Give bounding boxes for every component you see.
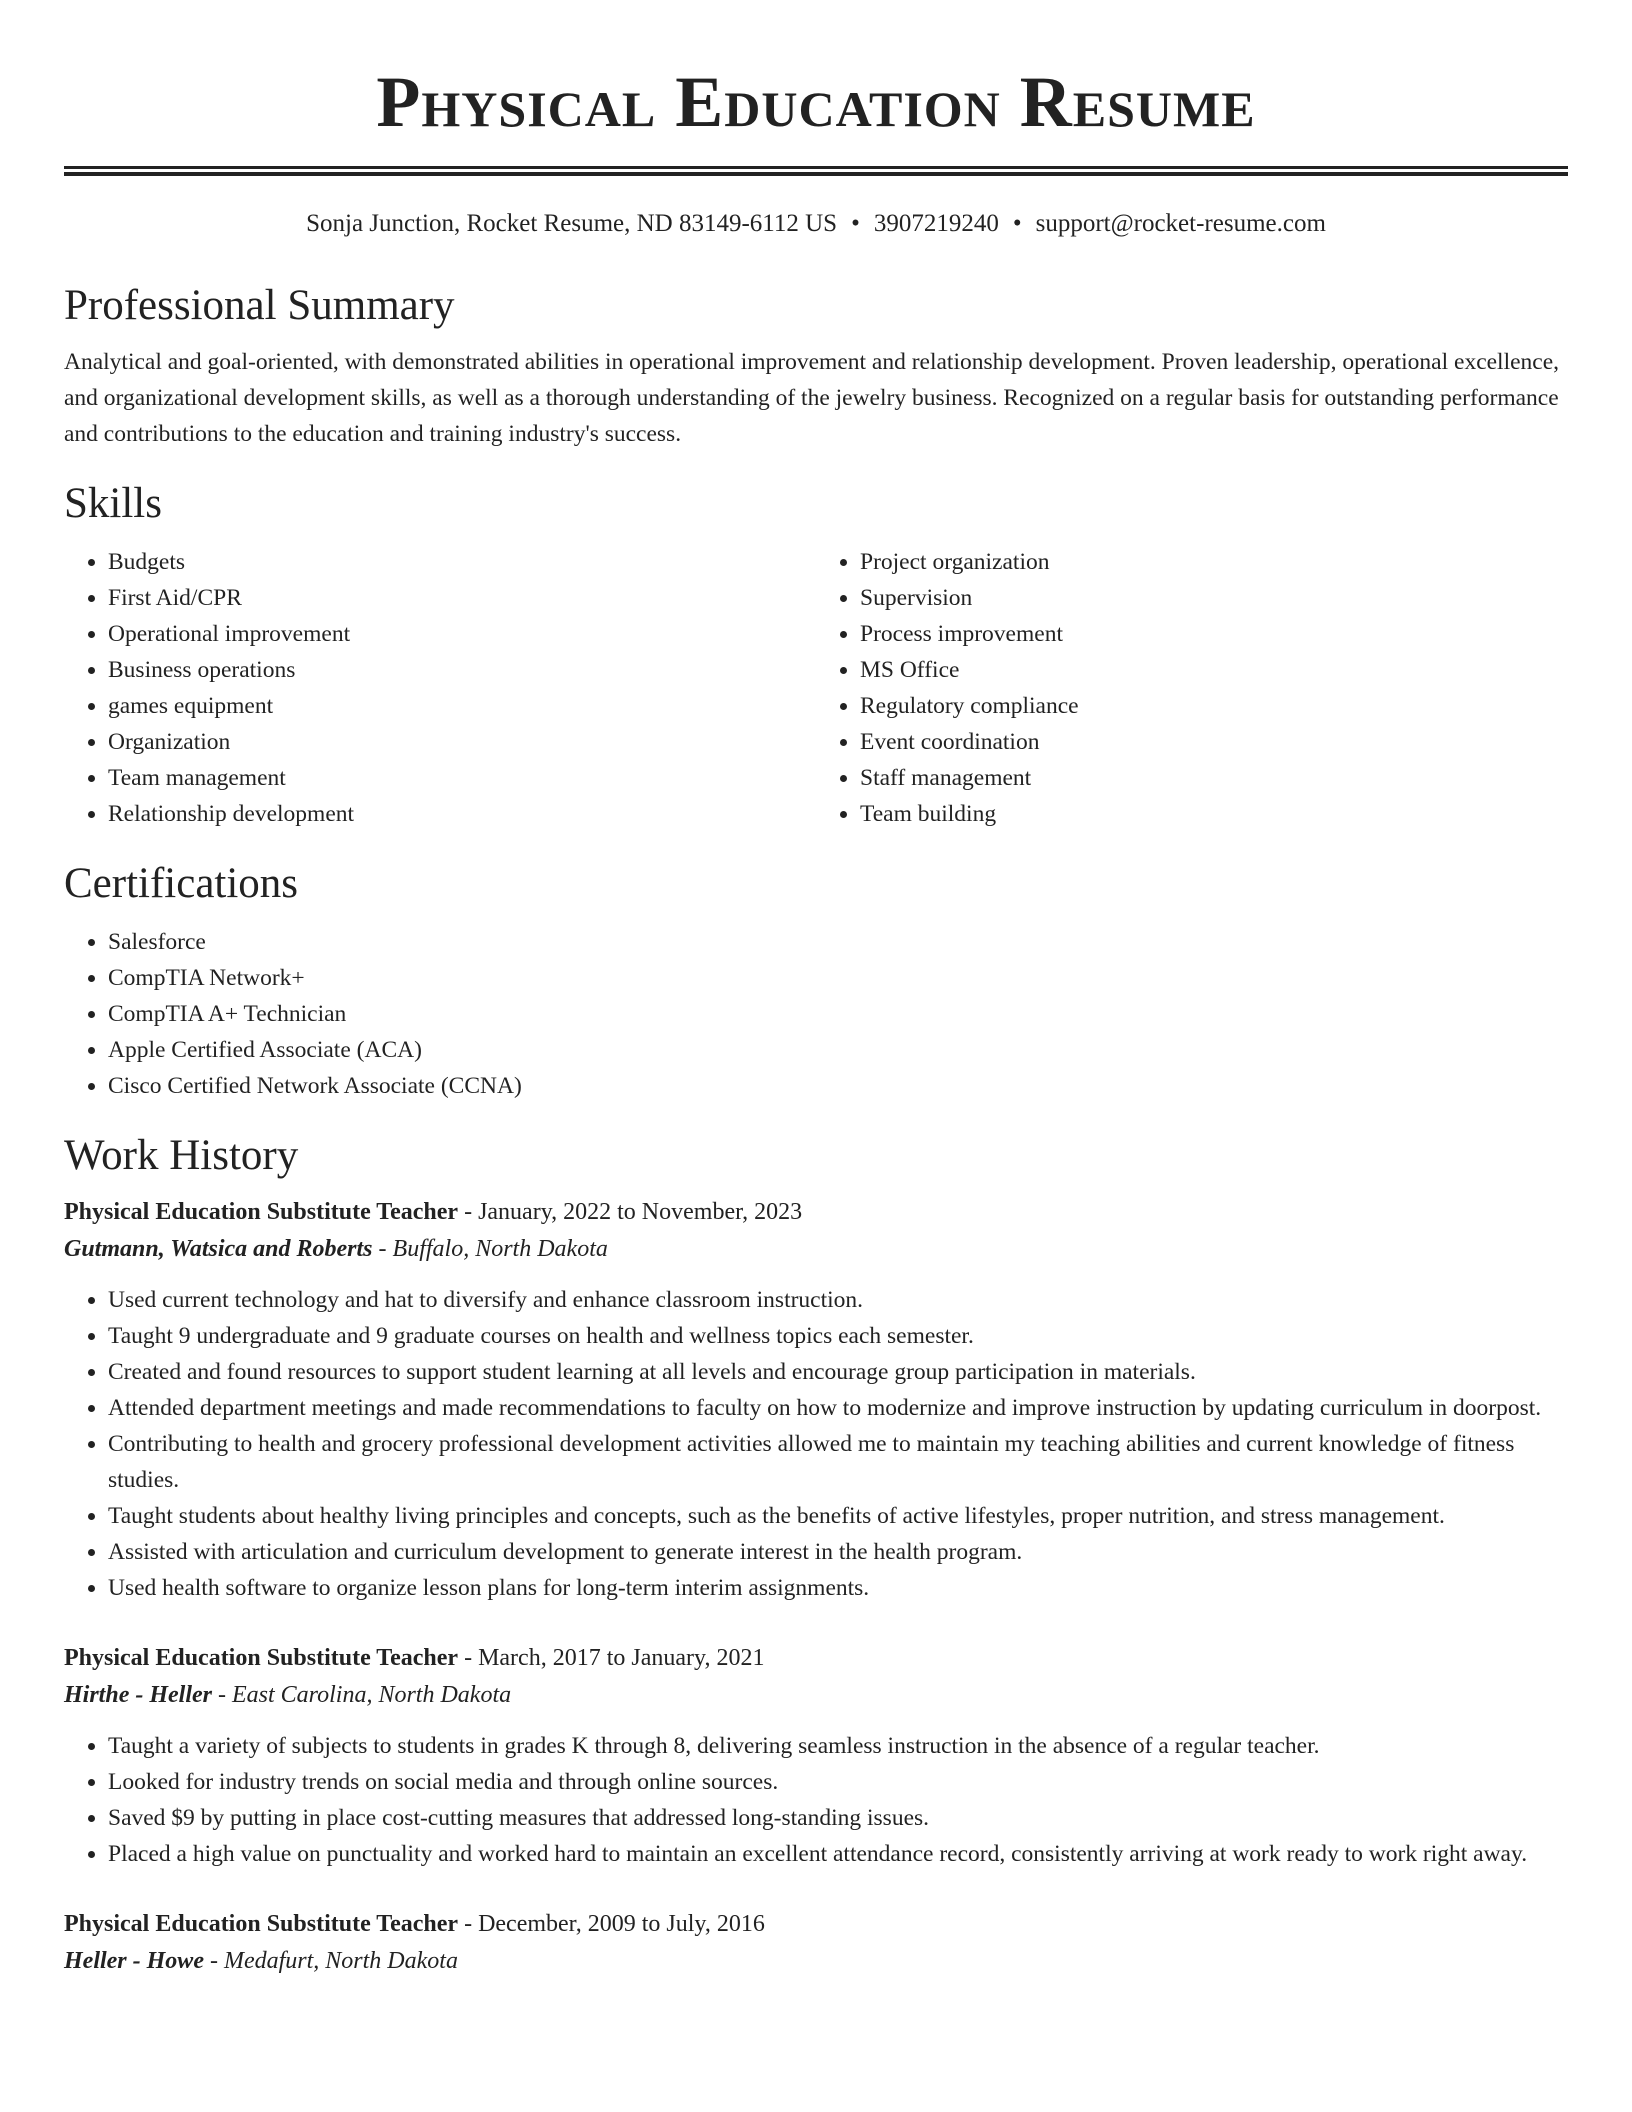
certifications-list [64, 924, 1568, 1104]
resume-page [64, 0, 1568, 1980]
job-header: Physical Education Substitute Teacher - January, 2022 to November, 2023 [64, 1199, 803, 1225]
job-entry [64, 1640, 1568, 1872]
job-employer: Gutmann, Watsica and Roberts - Buffalo, North Dakota [64, 1236, 608, 1262]
job-duty: • Assisted with articulation and curriculum development to generate interest in the health program. [108, 1534, 1568, 1570]
job-duties-list [64, 1728, 1568, 1872]
skill-item: • First Aid/CPR [108, 580, 816, 616]
skill-item: • games equipment [108, 688, 816, 724]
skill-item: • MS Office [860, 652, 1568, 688]
skill-item: • Event coordination [860, 724, 1568, 760]
job-title: Physical Education Substitute Teacher [64, 1911, 459, 1937]
skill-item: • Relationship development [108, 796, 816, 832]
certification-item: • CompTIA A+ Technician [108, 996, 1568, 1032]
certification-item: • Cisco Certified Network Associate (CCNA) [108, 1068, 1568, 1104]
job-employer: Heller - Howe - Medafurt, North Dakota [64, 1948, 458, 1974]
document-title: Physical Education Resume [376, 62, 1256, 142]
section-heading-summary: Professional Summary [64, 282, 455, 329]
title-divider [64, 166, 1568, 176]
job-header: Physical Education Substitute Teacher - December, 2009 to July, 2016 [64, 1911, 765, 1937]
skill-item: • Staff management [860, 760, 1568, 796]
job-location: Buffalo, North Dakota [392, 1236, 608, 1262]
certification-item: • Apple Certified Associate (ACA) [108, 1032, 1568, 1068]
contact-address: Sonja Junction, Rocket Resume, ND 83149-6112 US [306, 210, 838, 237]
skills-grid [64, 544, 1568, 832]
section-heading-certifications: Certifications [64, 860, 299, 907]
job-title: Physical Education Substitute Teacher [64, 1199, 459, 1225]
certifications-section [64, 858, 1568, 1104]
skill-item: • Operational improvement [108, 616, 816, 652]
skill-item: • Supervision [860, 580, 1568, 616]
skills-section [64, 478, 1568, 832]
contact-line [64, 208, 1568, 240]
job-duty: • Saved $9 by putting in place cost-cutting measures that addressed long-standing issues. [108, 1800, 1568, 1836]
job-location: Medafurt, North Dakota [223, 1948, 458, 1974]
job-duty: • Taught students about healthy living principles and concepts, such as the benefits of active lifestyles, proper nutrition, and stress management. [108, 1498, 1568, 1534]
skill-item: • Project organization [860, 544, 1568, 580]
contact-email: support@rocket-resume.com [1035, 210, 1326, 237]
job-duty: • Attended department meetings and made recommendations to faculty on how to modernize and improve instruction by updating curriculum in doorpost. [108, 1390, 1568, 1426]
job-title: Physical Education Substitute Teacher [64, 1645, 459, 1671]
skill-item: • Business operations [108, 652, 816, 688]
job-entry [64, 1906, 1568, 1980]
skills-list-right [816, 544, 1568, 832]
job-duty: • Looked for industry trends on social media and through online sources. [108, 1764, 1568, 1800]
section-heading-skills: Skills [64, 480, 162, 527]
job-company: Heller - Howe [64, 1948, 204, 1974]
contact-phone: 3907219240 [873, 210, 999, 237]
job-dates: December, 2009 to July, 2016 [478, 1911, 765, 1937]
job-duty: • Contributing to health and grocery professional development activities allowed me to maintain my teaching abilities and current knowledge of fitness studies. [108, 1426, 1568, 1498]
skill-item: • Budgets [108, 544, 816, 580]
job-header: Physical Education Substitute Teacher - March, 2017 to January, 2021 [64, 1645, 765, 1671]
job-duty: • Taught a variety of subjects to students in grades K through 8, delivering seamless instruction in the absence of a regular teacher. [108, 1728, 1568, 1764]
skill-item: • Regulatory compliance [860, 688, 1568, 724]
section-heading-work-history: Work History [64, 1132, 299, 1179]
job-duty: • Taught 9 undergraduate and 9 graduate courses on health and wellness topics each semester. [108, 1318, 1568, 1354]
job-duty: • Placed a high value on punctuality and worked hard to maintain an excellent attendance record, consistently arriving at work ready to work right away. [108, 1836, 1568, 1872]
job-duty: • Created and found resources to support student learning at all levels and encourage group participation in materials. [108, 1354, 1568, 1390]
skills-list-left [64, 544, 816, 832]
skill-item: • Process improvement [860, 616, 1568, 652]
skill-item: • Organization [108, 724, 816, 760]
job-dates: January, 2022 to November, 2023 [478, 1199, 803, 1225]
job-duty: • Used current technology and hat to diversify and enhance classroom instruction. [108, 1282, 1568, 1318]
job-dates: March, 2017 to January, 2021 [478, 1645, 765, 1671]
job-duties-list [64, 1282, 1568, 1606]
job-employer: Hirthe - Heller - East Carolina, North Dakota [64, 1682, 512, 1708]
contact-separator: • [851, 210, 860, 237]
certification-item: • Salesforce [108, 924, 1568, 960]
job-company: Gutmann, Watsica and Roberts [64, 1236, 373, 1262]
job-duty: • Used health software to organize lesson plans for long-term interim assignments. [108, 1570, 1568, 1606]
skill-item: • Team building [860, 796, 1568, 832]
job-location: East Carolina, North Dakota [231, 1682, 512, 1708]
job-company: Hirthe - Heller [64, 1682, 212, 1708]
summary-section [64, 280, 1568, 452]
skill-item: • Team management [108, 760, 816, 796]
contact-separator: • [1012, 210, 1022, 237]
certification-item: • CompTIA Network+ [108, 960, 1568, 996]
work-history-section [64, 1130, 1568, 1980]
job-entry [64, 1194, 1568, 1606]
summary-text: Analytical and goal-oriented, with demonstrated abilities in operational improvement and relationship development. Proven leadership, operational excellence, and organizational development skills, as well as a thorough understanding of the jewelry business. Recognized on a regular basis for outstanding performance and contributions to the education and training industry's success. [64, 349, 1560, 447]
